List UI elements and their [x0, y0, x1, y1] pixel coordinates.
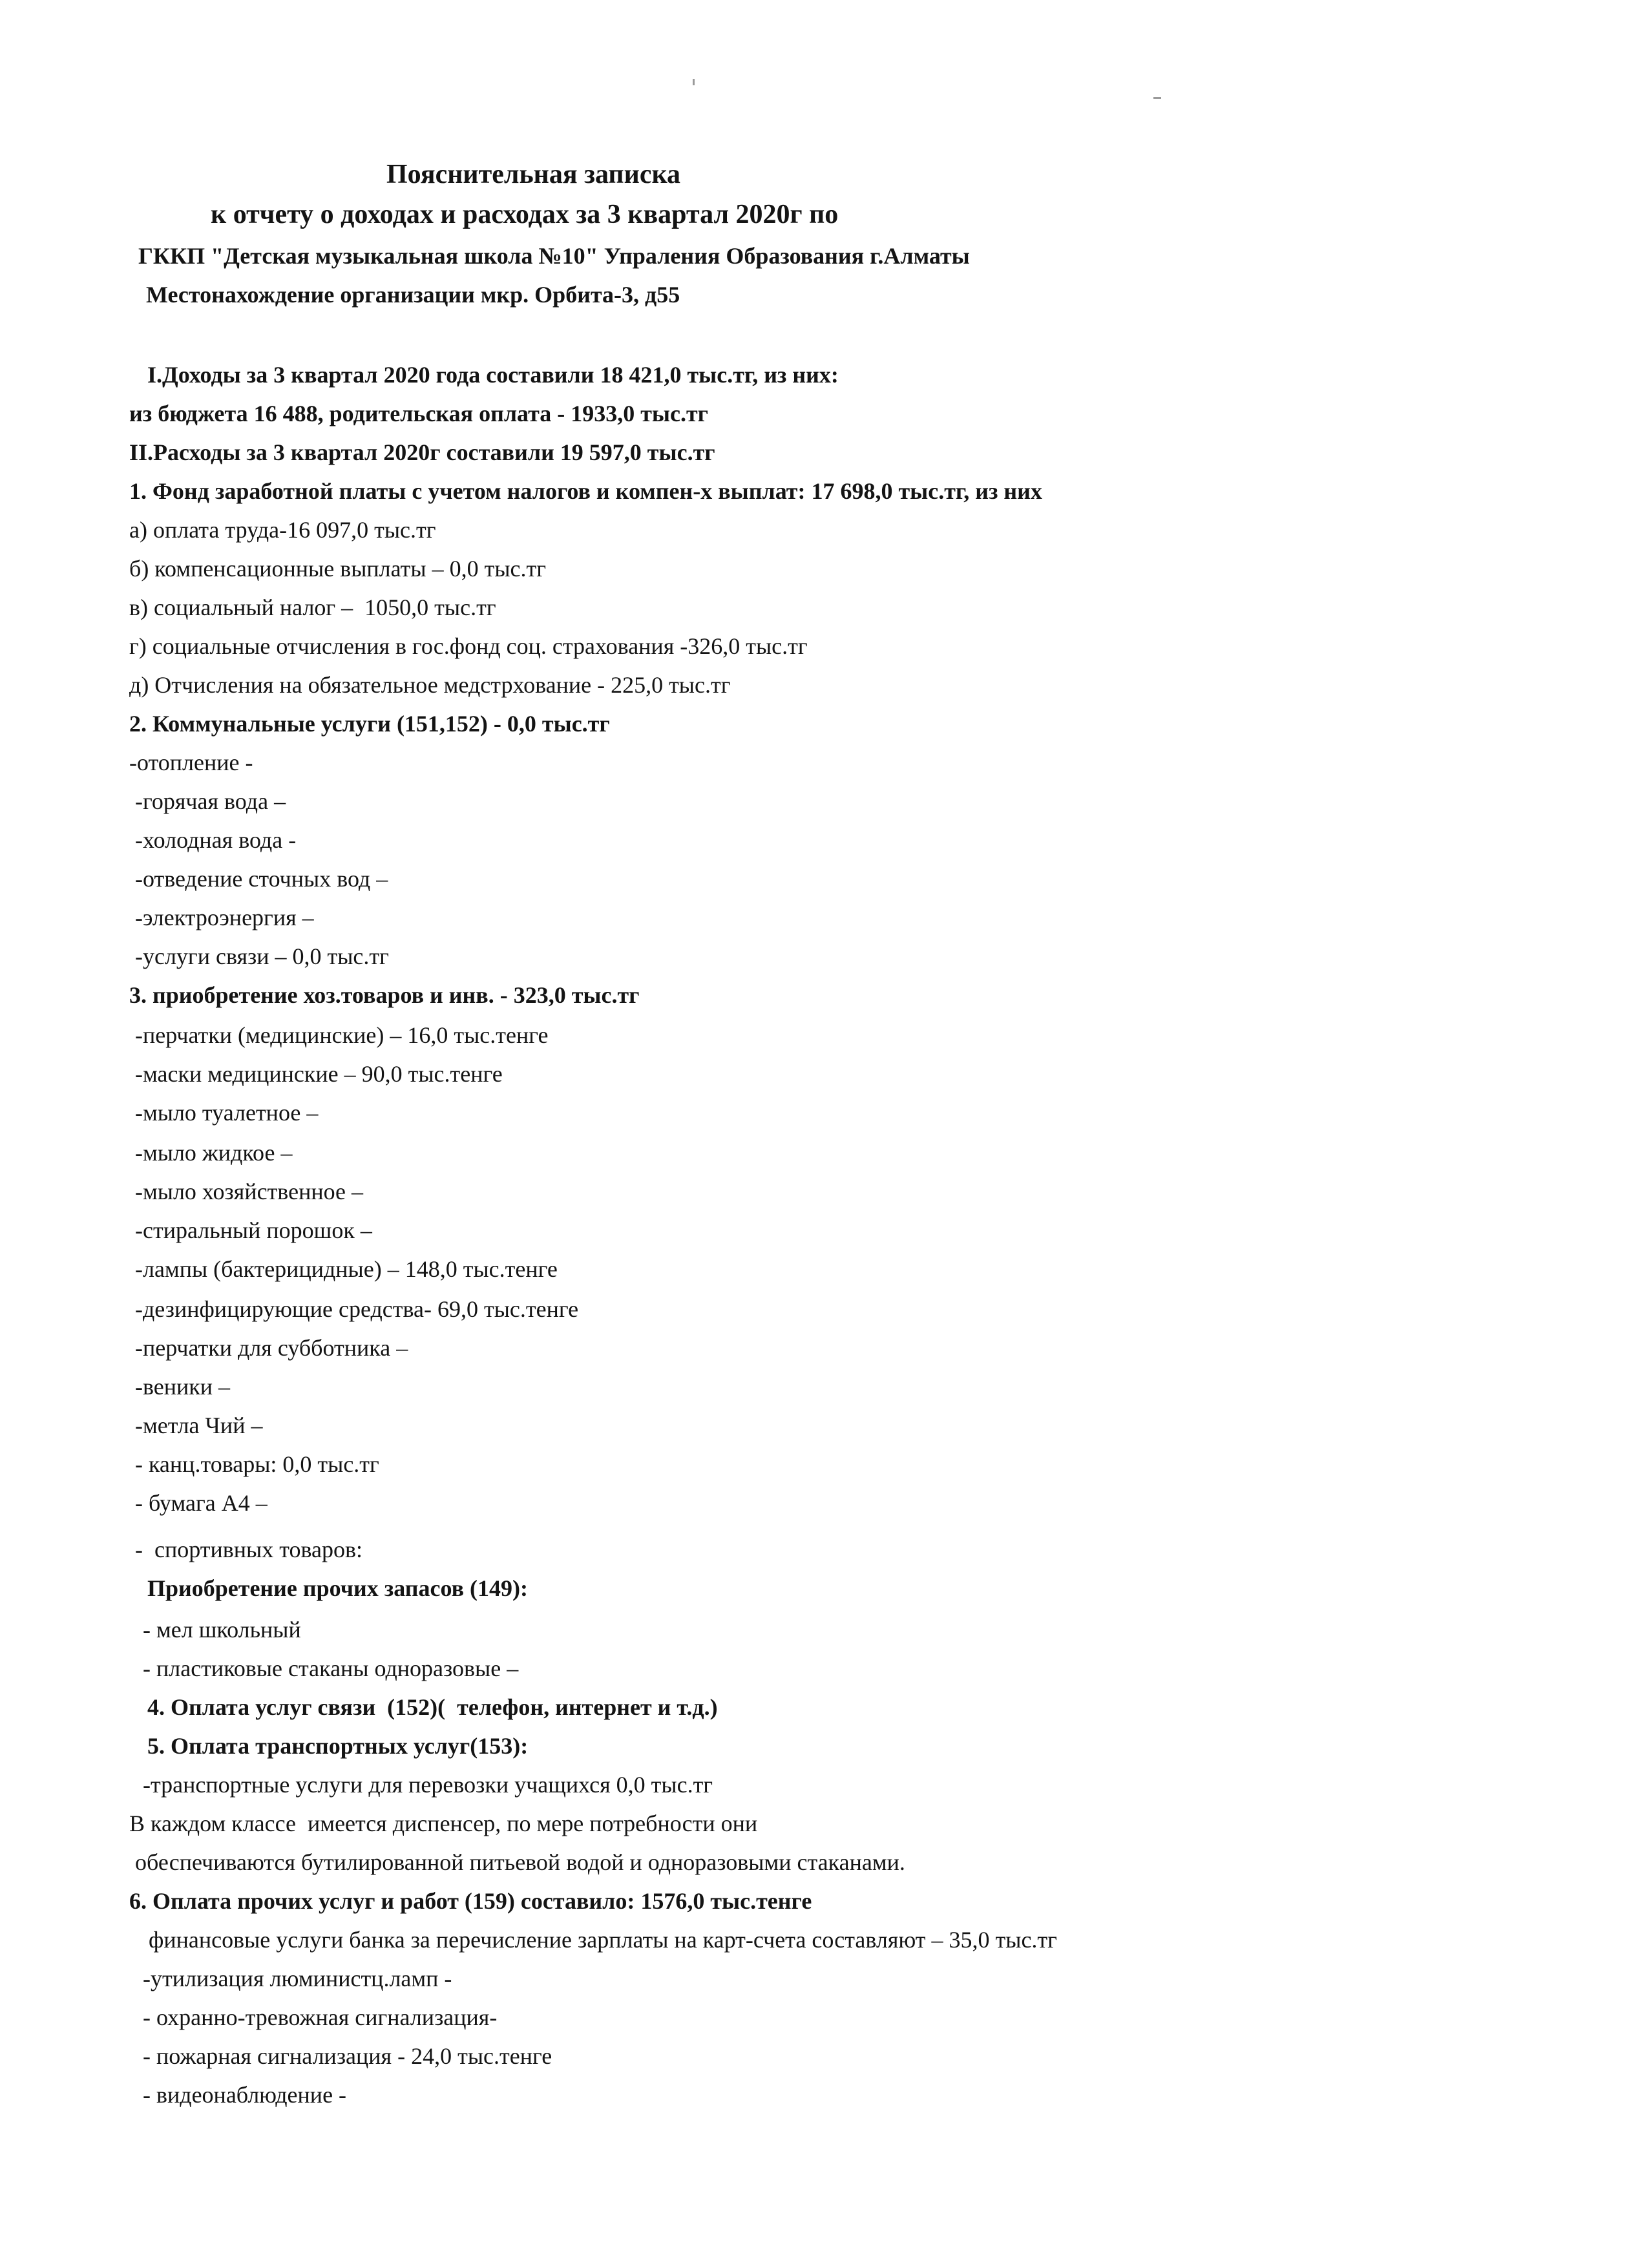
scan-speck	[693, 79, 695, 85]
supplies-item: -лампы (бактерицидные) – 148,0 тыс.тенге	[129, 1256, 558, 1282]
transport-note: В каждом классе имеется диспенсер, по мере потребности они	[129, 1811, 758, 1836]
other-services-item: -утилизация люминистц.ламп -	[137, 1966, 452, 1991]
supplies-heading: 3. приобретение хоз.товаров и инв. - 323,0 тыс.тг	[129, 982, 640, 1008]
supplies-item: -метла Чий –	[129, 1412, 263, 1438]
organization-name: ГККП "Детская музыкальная школа №10" Упраления Образования г.Алматы	[138, 243, 970, 269]
document-title: Пояснительная записка	[386, 160, 681, 189]
other-stock-heading: Приобретение прочих запасов (149):	[147, 1575, 528, 1601]
document-subtitle: к отчету о доходах и расходах за 3 квартал 2020г по	[211, 200, 839, 229]
scan-speck	[1153, 97, 1161, 99]
utilities-item: -горячая вода –	[129, 788, 286, 814]
utilities-item: -электроэнергия –	[129, 905, 314, 930]
utilities-heading: 2. Коммунальные услуги (151,152) - 0,0 тыс.тг	[129, 711, 610, 737]
supplies-item: -перчатки (медицинские) – 16,0 тыс.тенге	[129, 1022, 549, 1048]
expenses-heading: II.Расходы за 3 квартал 2020г составили 19 597,0 тыс.тг	[129, 439, 715, 465]
other-services-item: - охранно-тревожная сигнализация-	[137, 2004, 498, 2030]
utilities-item: -холодная вода -	[129, 827, 297, 853]
utilities-item: -услуги связи – 0,0 тыс.тг	[129, 943, 389, 969]
income-detail: из бюджета 16 488, родительская оплата - 1933,0 тыс.тг	[129, 401, 709, 426]
other-stock-item: - мел школьный	[137, 1617, 301, 1643]
other-services-item: - видеонаблюдение -	[137, 2082, 347, 2108]
supplies-item: - спортивных товаров:	[129, 1537, 362, 1562]
supplies-item: -перчатки для субботника –	[129, 1335, 408, 1361]
other-services-item: - пожарная сигнализация - 24,0 тыс.тенге	[137, 2043, 552, 2069]
payroll-item: г) социальные отчисления в гос.фонд соц. страхования -326,0 тыс.тг	[129, 633, 808, 659]
other-stock-item: - пластиковые стаканы одноразовые –	[137, 1655, 519, 1681]
other-services-heading: 6. Оплата прочих услуг и работ (159) составило: 1576,0 тыс.тенге	[129, 1888, 812, 1914]
utilities-item: -отведение сточных вод –	[129, 866, 388, 892]
transport-note: обеспечиваются бутилированной питьевой водой и одноразовыми стаканами.	[129, 1849, 905, 1875]
other-services-item: финансовые услуги банка за перечисление зарплаты на карт-счета составляют – 35,0 тыс.тг	[137, 1927, 1057, 1953]
payroll-item: а) оплата труда-16 097,0 тыс.тг	[129, 517, 436, 543]
supplies-item: -веники –	[129, 1374, 231, 1400]
payroll-item: в) социальный налог – 1050,0 тыс.тг	[129, 594, 496, 620]
transport-item: -транспортные услуги для перевозки учащихся 0,0 тыс.тг	[137, 1772, 713, 1798]
communication-heading: 4. Оплата услуг связи (152)( телефон, интернет и т.д.)	[147, 1694, 718, 1720]
supplies-item: -мыло хозяйственное –	[129, 1179, 364, 1204]
payroll-item: д) Отчисления на обязательное медстрхование - 225,0 тыс.тг	[129, 672, 731, 698]
transport-heading: 5. Оплата транспортных услуг(153):	[147, 1733, 529, 1759]
income-heading: I.Доходы за 3 квартал 2020 года составили 18 421,0 тыс.тг, из них:	[147, 362, 839, 388]
utilities-item: -отопление -	[129, 750, 253, 775]
organization-location: Местонахождение организации мкр. Орбита-3, д55	[146, 282, 680, 308]
supplies-item: - бумага А4 –	[129, 1490, 268, 1516]
payroll-heading: 1. Фонд заработной платы с учетом налогов и компен-х выплат: 17 698,0 тыс.тг, из них	[129, 478, 1042, 504]
supplies-item: -маски медицинские – 90,0 тыс.тенге	[129, 1061, 503, 1087]
supplies-item: -мыло туалетное –	[129, 1100, 319, 1126]
payroll-item: б) компенсационные выплаты – 0,0 тыс.тг	[129, 556, 546, 582]
supplies-item: -стиральный порошок –	[129, 1217, 372, 1243]
supplies-item: - канц.товары: 0,0 тыс.тг	[129, 1451, 379, 1477]
supplies-item: -дезинфицирующие средства- 69,0 тыс.тенге	[129, 1296, 579, 1322]
supplies-item: -мыло жидкое –	[129, 1140, 293, 1166]
